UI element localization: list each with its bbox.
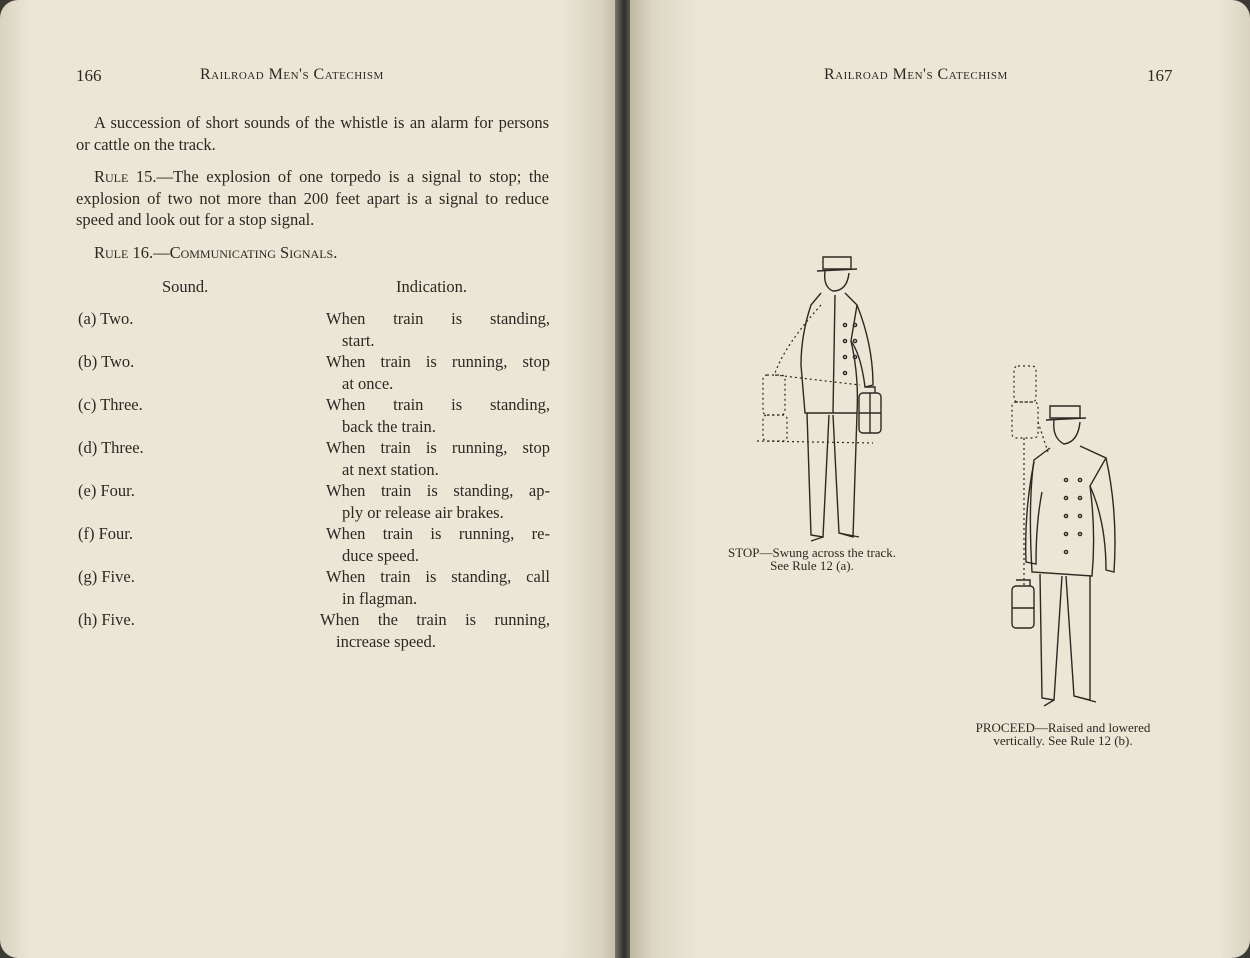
row-indication-line2: at once. xyxy=(342,373,394,393)
conductor-cap-crown xyxy=(1050,406,1080,418)
row-indication-line2: in flagman. xyxy=(342,588,418,608)
row-indication-line2: increase speed. xyxy=(336,631,436,651)
page-number-left: 166 xyxy=(76,66,102,85)
row-indication-line1: When train is running, stop xyxy=(326,438,550,457)
row-indication-line1: When train is standing, call xyxy=(326,567,550,586)
row-sound: (b) Two. xyxy=(78,352,135,371)
paragraph-rule-16 xyxy=(76,242,549,264)
row-indication-line2: duce speed. xyxy=(342,545,419,565)
row-indication-line2: back the train. xyxy=(342,416,436,436)
column-header-sound: Sound. xyxy=(162,277,209,296)
conductor-coat xyxy=(801,293,857,413)
conductor-cap-crown xyxy=(823,257,851,269)
row-sound: (d) Three. xyxy=(78,438,144,457)
lantern xyxy=(1012,586,1034,628)
running-head-right: Railroad Men's Catechism xyxy=(824,66,1008,83)
row-indication-line1: When train is standing, xyxy=(326,309,550,328)
conductor-legs xyxy=(807,413,857,537)
row-indication xyxy=(326,566,550,609)
row-indication xyxy=(326,394,550,437)
row-indication-line1: When the train is running, xyxy=(320,610,550,629)
figure-1-caption-line1: STOP—Swung across the track. xyxy=(727,545,897,560)
row-indication xyxy=(320,609,550,652)
proceed-signal-illustration xyxy=(1000,362,1130,712)
paragraph-rule-15 xyxy=(76,166,549,231)
rule-16-label: Rule 16. xyxy=(94,243,154,262)
conductor-legs xyxy=(1040,574,1090,700)
row-indication xyxy=(326,523,550,566)
row-sound: (e) Four. xyxy=(78,481,135,500)
figure-2-caption-line1: PROCEED—Raised and lowered xyxy=(975,720,1151,735)
rule-15-label: Rule 15. xyxy=(94,167,157,186)
page-number-right: 167 xyxy=(1147,66,1173,85)
figure-1-caption xyxy=(692,546,932,572)
figure-1-caption-line2: See Rule 12 (a). xyxy=(770,558,854,573)
row-indication-line2: start. xyxy=(342,330,375,350)
conductor-head xyxy=(1054,420,1080,444)
row-sound: (h) Five. xyxy=(78,610,135,629)
swing-path xyxy=(775,305,821,373)
ghost-lantern xyxy=(763,375,785,415)
running-head-left: Railroad Men's Catechism xyxy=(200,66,384,83)
row-sound: (c) Three. xyxy=(78,395,143,414)
row-indication-line1: When train is running, re- xyxy=(326,524,550,543)
ghost-lantern xyxy=(1014,366,1036,402)
paragraph-1-text: A succession of short sounds of the whistle is an alarm for persons or cattle on the track. xyxy=(76,113,549,154)
rule-15-text: —The explosion of one torpedo is a signal to stop; the explosion of two not more than 200 feet apart is a signal to reduce speed and look out for a stop signal. xyxy=(76,167,549,229)
row-indication xyxy=(326,308,550,351)
figure-2-caption-line2: vertically. See Rule 12 (b). xyxy=(993,733,1133,748)
row-sound: (f) Four. xyxy=(78,524,133,543)
row-indication-line1: When train is standing, xyxy=(326,395,550,414)
row-indication-line2: ply or release air brakes. xyxy=(342,502,504,522)
right-page xyxy=(630,0,1250,958)
row-indication xyxy=(326,480,550,523)
row-sound: (g) Five. xyxy=(78,567,135,586)
row-indication-line1: When train is standing, ap- xyxy=(326,481,550,500)
left-page xyxy=(0,0,618,958)
row-indication xyxy=(326,351,550,394)
conductor-head xyxy=(825,271,849,291)
stop-signal-illustration xyxy=(725,245,895,550)
row-indication-line2: at next station. xyxy=(342,459,439,479)
conductor-coat xyxy=(1030,446,1106,576)
row-indication-line1: When train is running, stop xyxy=(326,352,550,371)
rule-16-text: —Communicating Signals. xyxy=(153,243,338,262)
paragraph-whistle-alarm xyxy=(76,112,549,155)
row-sound: (a) Two. xyxy=(78,309,134,328)
figure-2-caption xyxy=(940,721,1186,747)
row-indication xyxy=(326,437,550,480)
column-header-indication: Indication. xyxy=(396,277,468,296)
